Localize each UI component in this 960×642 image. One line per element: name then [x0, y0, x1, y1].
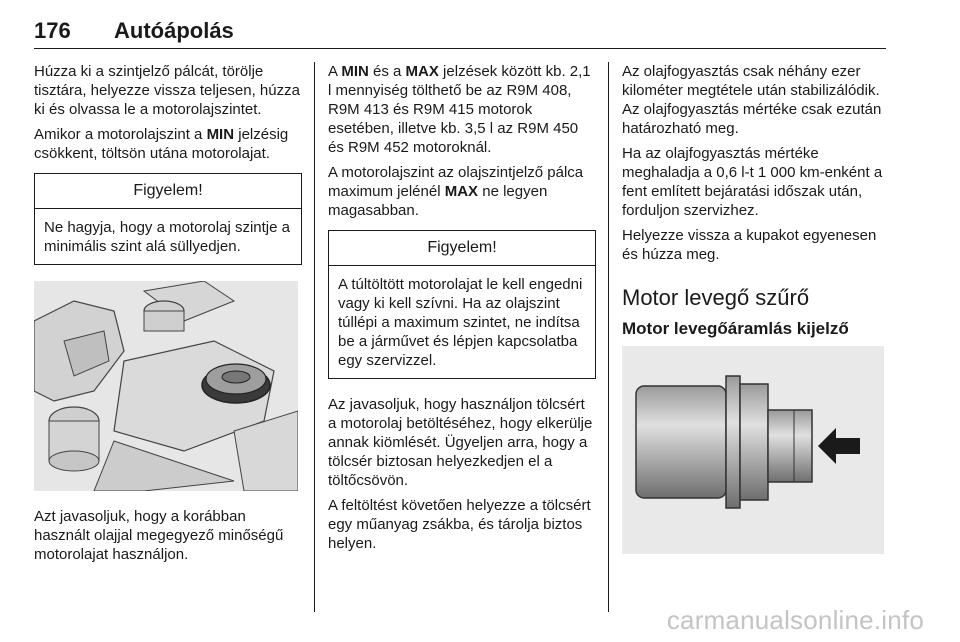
text: jelzések között kb. 2,1 l mennyiség tölthető be az R9M 408, R9M 413 és R9M 415 motorok esetében, illetve kb. 3,5 l az R9M 450 és R9M 452 motoroknál.: [328, 63, 591, 156]
text: Amikor a motorolajszint a: [34, 126, 207, 143]
paragraph: Az olajfogyasztás csak néhány ezer kilométer megtétele után stabilizálódik. Az olajfogyasztás mértéke csak ezután határozható meg.: [622, 63, 882, 137]
notice-body: A túltöltött motorolajat le kell engedni vagy ki kell szívni. Ha az olajszint túllépi a maximum szintet, ne indítsa be a járművet és lépjen kapcsolatba egy szervizzel.: [338, 276, 583, 369]
column-divider: [314, 62, 315, 612]
notice-box: [328, 230, 596, 379]
engine-bay-drawing: [34, 281, 298, 491]
column-2: [328, 62, 596, 559]
paragraph: Helyezze vissza a kupakot egyenesen és húzza meg.: [622, 227, 877, 263]
notice-body: Ne hagyja, hogy a motorolaj szintje a minimális szint alá süllyedjen.: [44, 219, 290, 255]
air-filter-indicator-drawing: [622, 346, 884, 554]
text: jelzésig csökkent, töltsön utána motorolajat.: [34, 126, 289, 162]
notice-title: Figyelem!: [35, 174, 301, 209]
watermark: carmanualsonline.info: [666, 605, 924, 635]
paragraph: [328, 62, 596, 157]
bold-text: MIN: [341, 63, 369, 80]
page-number: 176: [34, 18, 71, 43]
text: ne legyen magasabban.: [328, 183, 548, 219]
air-flow-indicator-illustration: [622, 346, 884, 554]
paragraph: Ha az olajfogyasztás mértéke meghaladja a 0,6 l-t 1 000 km-enként a fent említett bejáratási időszak után, forduljon szervizhez.: [622, 145, 883, 219]
column-divider: [608, 62, 609, 612]
notice-box: [34, 173, 302, 265]
paragraph: A feltöltést követően helyezze a tölcsért egy műanyag zsákba, és tárolja biztos helyen.: [328, 497, 591, 552]
paragraph: Azt javasoljuk, hogy a korábban használt olajjal megegyező minőségű motorolajat használjon.: [34, 508, 284, 563]
section-heading: Motor levegő szűrő: [622, 285, 810, 310]
bold-text: MAX: [405, 63, 439, 80]
text: és a: [368, 63, 406, 80]
paragraph: Húzza ki a szintjelző pálcát, törölje tisztára, helyezze vissza teljesen, húzza ki és olvassa le a motorolajszintet.: [34, 63, 300, 118]
text: A motorolajszint az olajszintjelző pálca maximum jelénél: [328, 164, 584, 200]
page-header: [34, 18, 886, 49]
text: A: [328, 63, 342, 80]
paragraph: [34, 125, 302, 163]
subsection-heading: Motor levegőáramlás kijelző: [622, 319, 849, 338]
bold-text: MAX: [444, 183, 479, 200]
notice-title: Figyelem!: [329, 231, 595, 266]
bold-text: MIN: [206, 126, 235, 143]
engine-oil-cap-illustration: [34, 281, 298, 491]
column-1: [34, 62, 302, 570]
column-3: [622, 62, 892, 570]
section-title: Autóápolás: [114, 18, 234, 43]
paragraph: Az javasoljuk, hogy használjon tölcsért a motorolaj betöltéséhez, hogy elkerülje annak kiömlését. Ügyeljen arra, hogy a tölcsér biztosan helyezkedjen el a töltőcsövön.: [328, 396, 593, 489]
paragraph: [328, 163, 596, 220]
